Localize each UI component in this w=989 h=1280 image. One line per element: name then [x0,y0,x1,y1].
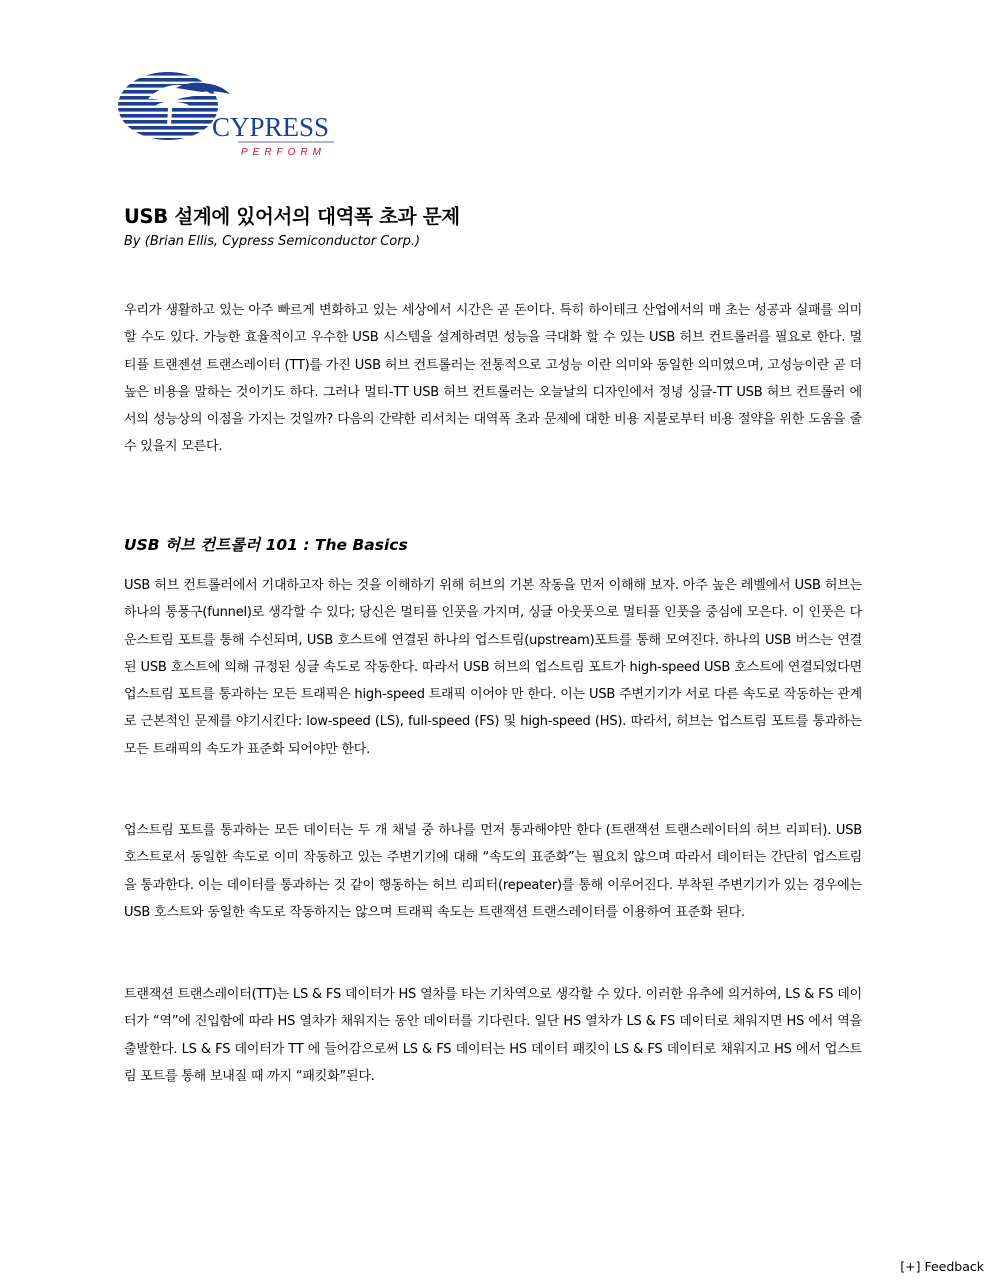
body-paragraph-1: USB 허브 컨트롤러에서 기대하고자 하는 것을 이해하기 위해 허브의 기본 작동을 먼저 이해해 보자. 아주 높은 레벨에서 USB 허브는 하나의 통풍구(funnel)로 생각할 수 있다; 당신은 멀티플 인풋을 가지며, 싱글 아웃풋으로 멀티플 인풋을 중심에 모은다. 이 인풋은 다운스트림 포트를 통해 수신되며, USB 호스트에 연결된 하나의 업스트림(upstream)포트를 통해 모여진다. 하나의 USB 버스는 연결된 USB 호스트에 의해 규정된 싱글 속도로 작동한다. 따라서 USB 허브의 업스트림 포트가 high-speed USB 호스트에 연결되었다면 업스트림 포트를 통과하는 모든 트래픽은 high-speed 트래픽 이어야 만 한다. 이는 USB 주변기기가 서로 다른 속도로 작동하는 관계로 근본적인 문제를 야기시킨다: low-speed (LS), full-speed (FS) 및 high-speed (HS). 따라서, 허브는 업스트림 포트를 통과하는 모든 트래픽의 속도가 표준화 되어야만 한다. [124,578,862,757]
body-paragraph-3: 트랜잭션 트랜스레이터(TT)는 LS & FS 데이터가 HS 열차를 타는 기차역으로 생각할 수 있다. 이러한 유추에 의거하여, LS & FS 데이터가 “역”에 진입함에 따라 HS 열차가 채워지는 동안 데이터를 기다린다. 일단 HS 열차가 LS & FS 데이터로 채워지면 HS 에서 역을 출발한다. LS & FS 데이터가 TT 에 들어감으로써 LS & FS 데이터는 HS 데이터 패킷이 LS & FS 데이터로 채워지고 HS 에서 업스트림 포트를 통해 보내질 때 까지 “패킷화”된다. [124,987,862,1084]
section-heading: USB 허브 컨트롤러 101 : The Basics [124,536,408,554]
cypress-logo [118,70,338,162]
brand-tagline: PERFORM [241,147,326,158]
intro-paragraph: 우리가 생활하고 있는 아주 빠르게 변화하고 있는 세상에서 시간은 곧 돈이다. 특히 하이테크 산업에서의 매 초는 성공과 실패를 의미할 수도 있다. 가능한 효율적이고 우수한 USB 시스템을 설계하려면 성능을 극대화 할 수 있는 USB 허브 컨트롤러를 필요로 한다. 멀티플 트랜젠션 트랜스레이터 (TT)를 가진 USB 허브 컨트롤러는 전통적으로 고성능 이란 의미와 동일한 의미였으며, 고성능이란 곧 더 높은 비용을 말하는 것이기도 하다. 그러나 멀티-TT USB 허브 컨트롤러는 오늘날의 디자인에서 정녕 싱글-TT USB 허브 컨트롤러 에서의 성능상의 이점을 가지는 것일까? 다음의 간략한 리서치는 대역폭 초과 문제에 대한 비용 지불로부터 비용 절약을 위한 도움을 줄 수 있을지 모른다. [124,303,862,455]
byline: By (Brian Ellis, Cypress Semiconductor Corp.) [124,234,421,249]
document-title: USB 설계에 있어서의 대역폭 초과 문제 [124,205,460,228]
feedback-link[interactable]: [+] Feedback [900,1259,984,1274]
body-paragraph-2: 업스트림 포트를 통과하는 모든 데이터는 두 개 채널 중 하나를 먼저 통과해야만 한다 (트랜잭션 트랜스레이터의 허브 리피터). USB 호스트로서 동일한 속도로 이미 작동하고 있는 주변기기에 대해 “속도의 표준화”는 필요치 않으며 따라서 데이터는 간단히 업스트림 을 통과한다. 이는 데이터를 통과하는 것 같이 행동하는 허브 리피터(repeater)를 통해 이루어진다. 부착된 주변기기가 있는 경우에는 USB 호스트와 동일한 속도로 작동하지는 않으며 트래픽 속도는 트랜잭션 트랜스레이터를 이용하여 표준화 된다. [124,823,862,920]
brand-wordmark: CYPRESS [212,112,330,142]
